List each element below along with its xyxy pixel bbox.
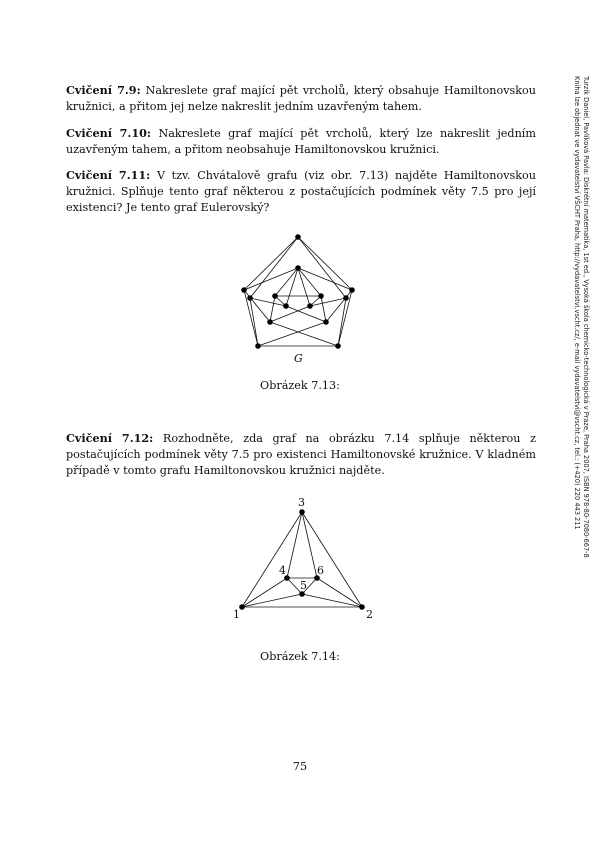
- graph-vertex: [318, 293, 324, 299]
- publisher-side-note: [572, 76, 590, 606]
- graph-vertex: [335, 343, 341, 349]
- graph-edge: [302, 512, 317, 578]
- graph-vertex: [359, 604, 365, 610]
- page-number: 75: [292, 760, 308, 773]
- graph-edge: [244, 237, 298, 290]
- exercise-number: Cvičení 7.11:: [66, 168, 151, 182]
- vertex-label: 1: [233, 608, 240, 621]
- graph-edge: [321, 296, 326, 322]
- vertex-label: 5: [300, 579, 307, 592]
- graph-label: G: [294, 352, 303, 365]
- graph-edge: [270, 322, 338, 346]
- graph-edge: [298, 268, 321, 296]
- graph-edge: [298, 237, 346, 298]
- figure-caption: Obrázek 7.13:: [260, 379, 340, 392]
- exercise-text: Nakreslete graf mající pět vrcholů, který obsahuje Hamiltonovskou kružnici, a přitom jej nelze nakreslit jedním uzavřeným tahem.: [66, 84, 536, 113]
- graph-vertex: [307, 303, 313, 309]
- exercise-number: Cvičení 7.9:: [66, 83, 141, 97]
- chvatal-graph-edges: [244, 237, 352, 346]
- graph-vertex: [272, 293, 278, 299]
- side-note-line: Kniha lze objednat ve vydavatelství VŠCHT Praha, http://vydavatelstvi.vscht.cz/, e-mail vydavatelstvi@vscht.cz, tel.: (+420) 220 443 211: [573, 76, 581, 530]
- graph-edge: [242, 578, 287, 607]
- graph-edge: [270, 306, 310, 322]
- exercise-number: Cvičení 7.12:: [66, 431, 154, 445]
- graph-edge: [310, 298, 346, 306]
- graph-vertex: [239, 604, 245, 610]
- graph-edge: [250, 298, 286, 306]
- vertex-label: 4: [279, 564, 286, 577]
- vertex-label: 2: [366, 608, 373, 621]
- graph-edge: [242, 594, 302, 607]
- side-note-line: Turzík Daniel, Pavlíková Pavla: Diskrétní matematika, 1st ed., Vysoká škola chemicko-technologická v Praze, Praha 2007, ISBN 978-80-7080-667-8: [582, 76, 590, 558]
- graph-vertex: [343, 295, 349, 301]
- graph-edge: [298, 237, 352, 290]
- graph-vertex: [299, 591, 305, 597]
- vertex-label: 6: [317, 564, 324, 577]
- graph-vertex: [241, 287, 247, 293]
- exercise-number: Cvičení 7.10:: [66, 126, 152, 140]
- graph-vertex: [255, 343, 261, 349]
- vertex-label: 3: [298, 496, 305, 509]
- graph-edge: [302, 594, 362, 607]
- graph-7-14-vertices: [239, 509, 365, 610]
- graph-vertex: [283, 303, 289, 309]
- exercise-text: Rozhodněte, zda graf na obrázku 7.14 splňuje některou z postačujících podmínek věty 7.5 pro existenci Hamiltonovské kružnice. V kladném případě v tomto grafu Hamiltonovskou kružnici najděte.: [66, 432, 536, 477]
- graph-vertex: [247, 295, 253, 301]
- graph-edge: [270, 296, 275, 322]
- graph-edge: [242, 512, 302, 607]
- graph-edge: [287, 512, 302, 578]
- graph-edge: [258, 322, 326, 346]
- graph-edge: [286, 306, 326, 322]
- graph-edge: [286, 268, 298, 306]
- graph-vertex: [295, 234, 301, 240]
- graph-vertex: [299, 509, 305, 515]
- graph-edge: [302, 512, 362, 607]
- graph-edge: [298, 268, 310, 306]
- graph-vertex: [295, 265, 301, 271]
- graph-vertex: [267, 319, 273, 325]
- exercise-text: Nakreslete graf mající pět vrcholů, který lze nakreslit jedním uzavřeným tahem, a přitom neobsahuje Hamiltonovskou kružnici.: [66, 127, 536, 156]
- exercise-7-12: [66, 430, 536, 479]
- graph-edge: [275, 268, 298, 296]
- exercise-text: V tzv. Chvátalově grafu (viz obr. 7.13) najděte Hamiltonovskou kružnici. Splňuje tento graf některou z postačujících podmínek věty 7.5 pro její existenci? Je tento graf Eulerovský?: [66, 169, 536, 214]
- graph-edge: [250, 237, 298, 298]
- graph-vertex: [323, 319, 329, 325]
- figure-caption: Obrázek 7.14:: [260, 650, 340, 663]
- graph-vertex: [349, 287, 355, 293]
- graph-edge: [317, 578, 362, 607]
